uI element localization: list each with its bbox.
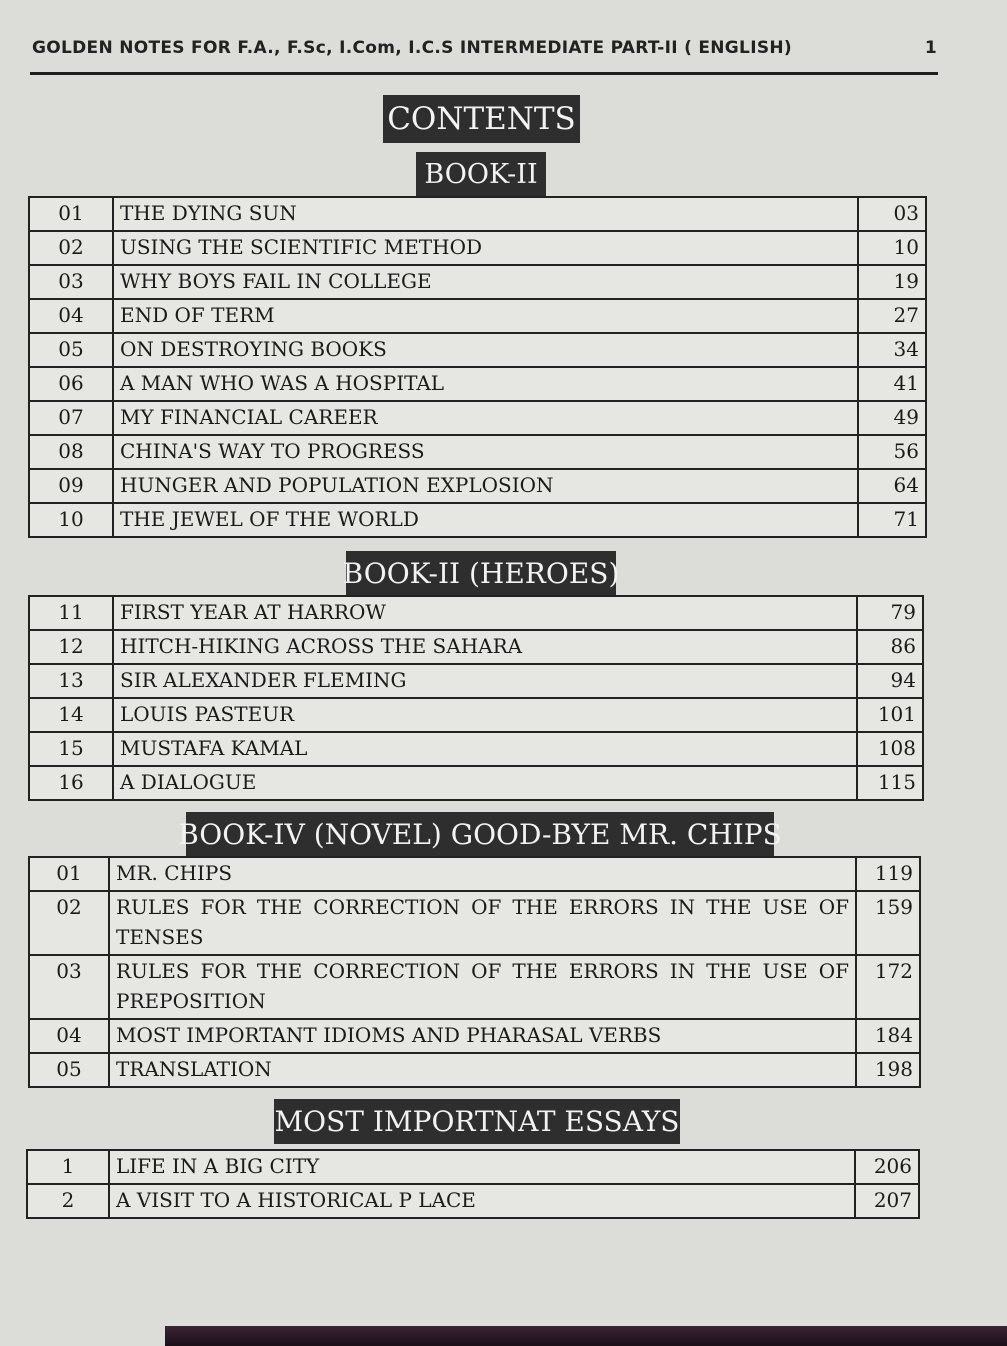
toc-row-number: 08 — [29, 435, 113, 469]
page-edge-shadow — [165, 1326, 1007, 1346]
toc-row-title: A VISIT TO A HISTORICAL P LACE — [109, 1184, 855, 1218]
toc-row-number: 11 — [29, 596, 113, 630]
toc-row-title: RULES FOR THE CORRECTION OF THE ERRORS IN THE USE OF PREPOSITION — [109, 955, 856, 1019]
toc-row-number: 16 — [29, 766, 113, 800]
toc-row-page: 184 — [856, 1019, 920, 1053]
contents-heading: CONTENTS — [383, 95, 580, 143]
toc-row-number: 02 — [29, 231, 113, 265]
toc-row-title: MOST IMPORTANT IDIOMS AND PHARASAL VERBS — [109, 1019, 856, 1053]
toc-row-page: 64 — [858, 469, 926, 503]
toc-row-page: 119 — [856, 857, 920, 891]
toc-table-heroes — [28, 595, 924, 801]
toc-row-page: 94 — [857, 664, 923, 698]
toc-body — [29, 596, 923, 800]
toc-row-title: ON DESTROYING BOOKS — [113, 333, 858, 367]
toc-row-page: 172 — [856, 955, 920, 1019]
toc-row — [29, 435, 926, 469]
toc-row-page: 206 — [855, 1150, 919, 1184]
toc-row — [27, 1150, 919, 1184]
toc-row-title: MY FINANCIAL CAREER — [113, 401, 858, 435]
toc-body — [27, 1150, 919, 1218]
toc-row — [29, 891, 920, 955]
toc-row-number: 01 — [29, 857, 109, 891]
section-heading-essays: MOST IMPORTNAT ESSAYS — [274, 1099, 680, 1144]
toc-row-page: 03 — [858, 197, 926, 231]
toc-row-number: 04 — [29, 1019, 109, 1053]
toc-row — [29, 698, 923, 732]
toc-row — [29, 732, 923, 766]
toc-row — [29, 503, 926, 537]
toc-row-number: 04 — [29, 299, 113, 333]
toc-row-title: END OF TERM — [113, 299, 858, 333]
toc-row — [29, 469, 926, 503]
section-heading-book-ii: BOOK-II — [416, 152, 546, 196]
toc-row — [29, 766, 923, 800]
toc-row — [29, 265, 926, 299]
toc-body — [29, 857, 920, 1087]
toc-row-title: CHINA'S WAY TO PROGRESS — [113, 435, 858, 469]
toc-row — [29, 367, 926, 401]
toc-row-number: 03 — [29, 955, 109, 1019]
toc-row-page: 27 — [858, 299, 926, 333]
toc-row-page: 10 — [858, 231, 926, 265]
toc-row — [29, 596, 923, 630]
toc-row-title: WHY BOYS FAIL IN COLLEGE — [113, 265, 858, 299]
toc-row-title: USING THE SCIENTIFIC METHOD — [113, 231, 858, 265]
toc-row-page: 207 — [855, 1184, 919, 1218]
toc-row-page: 34 — [858, 333, 926, 367]
toc-row — [29, 231, 926, 265]
toc-row-number: 05 — [29, 1053, 109, 1087]
toc-row-page: 56 — [858, 435, 926, 469]
toc-row-title: THE DYING SUN — [113, 197, 858, 231]
toc-row-title: RULES FOR THE CORRECTION OF THE ERRORS IN THE USE OF TENSES — [109, 891, 856, 955]
toc-row-page: 115 — [857, 766, 923, 800]
toc-table-novel — [28, 856, 921, 1088]
toc-row-number: 06 — [29, 367, 113, 401]
toc-row-number: 14 — [29, 698, 113, 732]
section-heading-heroes: BOOK-II (HEROES) — [346, 551, 616, 596]
toc-table-book-ii — [28, 196, 927, 538]
toc-row-number: 15 — [29, 732, 113, 766]
toc-row — [29, 401, 926, 435]
toc-row — [29, 1019, 920, 1053]
toc-row-page: 198 — [856, 1053, 920, 1087]
toc-row-title: A DIALOGUE — [113, 766, 857, 800]
toc-row-title: MUSTAFA KAMAL — [113, 732, 857, 766]
toc-row-page: 86 — [857, 630, 923, 664]
toc-row-page: 41 — [858, 367, 926, 401]
toc-row-number: 12 — [29, 630, 113, 664]
toc-row-page: 49 — [858, 401, 926, 435]
toc-row — [29, 630, 923, 664]
section-heading-novel: BOOK-IV (NOVEL) GOOD-BYE MR. CHIPS — [186, 812, 774, 857]
toc-row — [29, 197, 926, 231]
toc-row-page: 71 — [858, 503, 926, 537]
toc-row-number: 07 — [29, 401, 113, 435]
toc-row-title: FIRST YEAR AT HARROW — [113, 596, 857, 630]
toc-row — [29, 333, 926, 367]
header-page-number: 1 — [924, 38, 937, 58]
toc-row-page: 19 — [858, 265, 926, 299]
toc-row — [29, 857, 920, 891]
header-title: GOLDEN NOTES FOR F.A., F.Sc, I.Com, I.C.S INTERMEDIATE PART-II ( ENGLISH) — [32, 38, 792, 58]
toc-row — [29, 664, 923, 698]
toc-row-number: 2 — [27, 1184, 109, 1218]
toc-row-title: TRANSLATION — [109, 1053, 856, 1087]
toc-row — [29, 955, 920, 1019]
toc-row-number: 1 — [27, 1150, 109, 1184]
toc-row-number: 02 — [29, 891, 109, 955]
toc-row — [27, 1184, 919, 1218]
toc-table-essays — [26, 1149, 920, 1219]
toc-row-title: HITCH-HIKING ACROSS THE SAHARA — [113, 630, 857, 664]
toc-row-title: MR. CHIPS — [109, 857, 856, 891]
toc-row-title: SIR ALEXANDER FLEMING — [113, 664, 857, 698]
toc-body — [29, 197, 926, 537]
toc-row — [29, 299, 926, 333]
running-header — [32, 38, 937, 58]
toc-row-number: 10 — [29, 503, 113, 537]
toc-row-number: 09 — [29, 469, 113, 503]
toc-row-page: 108 — [857, 732, 923, 766]
toc-row-title: LIFE IN A BIG CITY — [109, 1150, 855, 1184]
toc-row — [29, 1053, 920, 1087]
header-rule — [30, 72, 938, 75]
toc-row-title: HUNGER AND POPULATION EXPLOSION — [113, 469, 858, 503]
toc-row-number: 05 — [29, 333, 113, 367]
toc-row-title: LOUIS PASTEUR — [113, 698, 857, 732]
toc-row-page: 159 — [856, 891, 920, 955]
toc-row-number: 01 — [29, 197, 113, 231]
toc-row-page: 101 — [857, 698, 923, 732]
toc-row-page: 79 — [857, 596, 923, 630]
toc-row-number: 03 — [29, 265, 113, 299]
toc-row-number: 13 — [29, 664, 113, 698]
toc-row-title: THE JEWEL OF THE WORLD — [113, 503, 858, 537]
toc-row-title: A MAN WHO WAS A HOSPITAL — [113, 367, 858, 401]
